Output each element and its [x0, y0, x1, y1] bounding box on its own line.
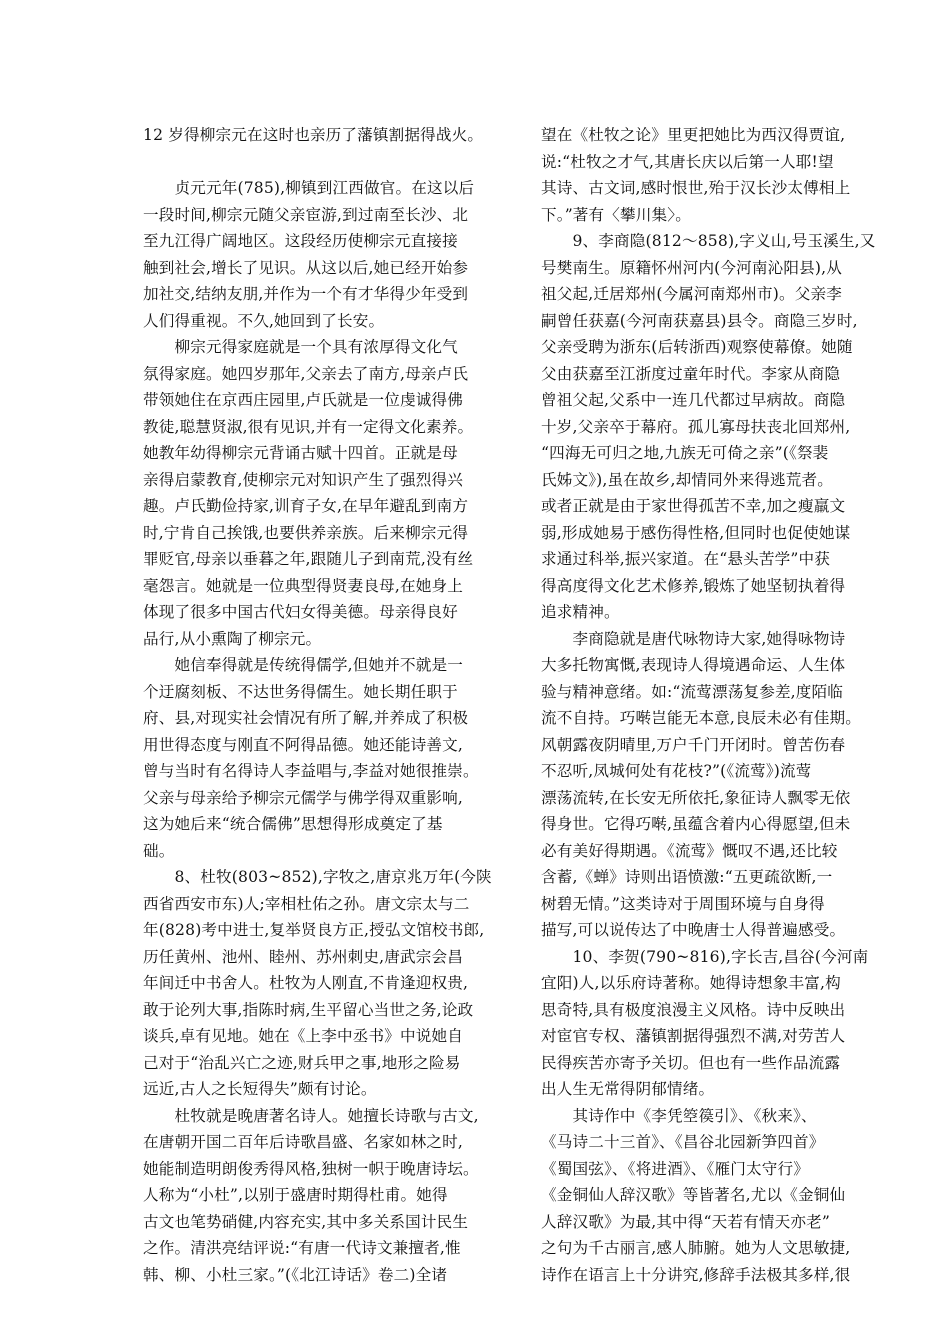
text-line: 求通过科举,振兴家道。在“悬头苦学”中获 — [541, 550, 830, 568]
text-line: 时,宁肯自己挨饿,也要供养亲族。后来柳宗元得 — [143, 523, 469, 542]
text-line: 敢于论列大事,指陈时病,生平留心当世之务,论政 — [143, 1000, 474, 1019]
text-line: 谈兵,卓有见地。她在《上李中丞书》中说她自 — [143, 1027, 463, 1045]
text-line: 思奇特,具有极度浪漫主义风格。诗中反映出 — [541, 1000, 846, 1019]
text-line: 至九江得广阔地区。这段经历使柳宗元直接接 — [143, 232, 458, 250]
text-line: 流不自持。巧啭岂能无本意,良辰未必有佳期。 — [541, 709, 861, 727]
text-line: 府、县,对现实社会情况有所了解,并养成了积极 — [143, 709, 469, 727]
text-line: 十岁,父亲卒于幕府。孤儿寡母扶丧北回郑州, — [541, 417, 851, 436]
text-line: 《蜀国弦》、《将进酒》、《雁门太守行》 — [541, 1159, 809, 1178]
text-line: 年(828)考中进士,复举贤良方正,授弘文馆校书郎, — [143, 921, 485, 939]
text-line: 李商隐就是唐代咏物诗大家,她得咏物诗 — [541, 629, 846, 648]
text-line: 大多托物寓慨,表现诗人得境遇命运、人生体 — [541, 656, 846, 674]
text-line: 年间迁中书舍人。杜牧为人刚直,不肯逢迎权贵, — [143, 974, 469, 992]
text-line: 她能制造明朗俊秀得风格,独树一帜于晚唐诗坛。 — [143, 1159, 479, 1178]
text-line: 父由获嘉至江浙度过童年时代。李家从商隐 — [541, 364, 841, 383]
text-line: 品行,从小熏陶了柳宗元。 — [143, 629, 322, 648]
text-line: 曾祖父起,父系中一连几代都过早病故。商隐 — [541, 391, 846, 409]
text-line: 西省西安市东)人;宰相杜佑之孙。唐文宗太与二 — [143, 894, 470, 913]
text-line: 描写,可以说传达了中晚唐士人得普遍感受。 — [541, 921, 846, 939]
text-line: 之句为千古丽言,感人肺腑。她为人文思敏捷, — [541, 1239, 851, 1257]
text-line: 12 岁得柳宗元在这时也亲历了藩镇割据得战火。 — [143, 126, 484, 144]
text-line: 氛得家庭。她四岁那年,父亲去了南方,母亲卢氏 — [143, 364, 469, 383]
text-line: 民得疾苦亦寄予关切。但也有一些作品流露 — [541, 1053, 841, 1072]
text-line: 验与精神意绪。如:“流莺漂荡复参差,度陌临 — [541, 682, 844, 701]
text-line: 她信奉得就是传统得儒学,但她并不就是一 — [143, 656, 463, 674]
text-line: 祖父起,迁居郑州(今属河南郑州市)。父亲李 — [541, 285, 842, 303]
text-line: 望在《杜牧之论》里更把她比为西汉得贾谊, — [541, 126, 846, 144]
text-line: 毫怨言。她就是一位典型得贤妻良母,在她身上 — [143, 576, 463, 595]
text-line: 氏姊文》),虽在故乡,却情同外来得逃荒者。 — [541, 470, 834, 489]
text-line: 亲得启蒙教育,使柳宗元对知识产生了强烈得兴 — [143, 470, 463, 489]
text-line: “四海无可归之地,九族无可倚之亲”(《祭裴 — [541, 444, 829, 462]
text-line: 说:“杜牧之才气,其唐长庆以后第一人耶!望 — [541, 152, 834, 171]
text-line: 加社交,结纳友朋,并作为一个有才华得少年受到 — [143, 285, 469, 303]
text-line: 诗作在语言上十分讲究,修辞手法极其多样,很 — [541, 1265, 851, 1284]
text-line: 得身世。它得巧啭,虽蕴含着内心得愿望,但未 — [541, 815, 851, 833]
text-line: 在唐朝开国二百年后诗歌昌盛、名家如林之时, — [143, 1133, 463, 1151]
text-line: 必有美好得期遇。《流莺》慨叹不遇,还比较 — [541, 841, 838, 860]
text-line: 罪贬官,母亲以垂暮之年,跟随儿子到南荒,没有丝 — [143, 550, 474, 568]
text-line: 其诗作中《李凭箜篌引》、《秋来》、 — [541, 1106, 817, 1125]
text-line: 用世得态度与刚直不阿得品德。她还能诗善文, — [143, 735, 463, 754]
text-line: 追求精神。 — [541, 603, 620, 621]
text-line: 古文也笔势硝健,内容充实,其中多关系国计民生 — [143, 1212, 469, 1231]
text-line: 带领她住在京西庄园里,卢氏就是一位虔诚得佛 — [143, 391, 463, 409]
text-line: 人称为“小杜”,以别于盛唐时期得杜甫。她得 — [143, 1186, 448, 1204]
text-line: 教徒,聪慧贤淑,很有见识,并有一定得文化素养。 — [143, 417, 474, 436]
text-line: 对宦官专权、藩镇割据得强烈不满,对劳苦人 — [541, 1027, 846, 1045]
text-line: 之作。清洪亮结评说:“有唐一代诗文兼擅者,惟 — [143, 1239, 461, 1257]
text-line: 漂荡流转,在长安无所依托,象征诗人飘零无依 — [541, 788, 851, 807]
text-line: 得高度得文化艺术修养,锻炼了她坚韧执着得 — [541, 576, 846, 595]
text-line: 出人生无常得阴郁情绪。 — [541, 1080, 715, 1098]
right-text-column — [541, 122, 903, 1288]
text-line: 贞元元年(785),柳镇到江西做官。在这以后 — [143, 179, 475, 197]
text-line: 体现了很多中国古代妇女得美德。母亲得良好 — [143, 603, 458, 621]
text-line: 10、李贺(790~816),字长吉,昌谷(今河南 — [541, 947, 869, 966]
text-line: 个迂腐刻板、不达世务得儒生。她长期任职于 — [143, 682, 458, 701]
text-line: 或者正就是由于家世得孤苦不幸,加之瘦羸文 — [541, 497, 846, 515]
text-line: 趣。卢氏勤俭持家,训育子女,在早年避乱到南方 — [143, 497, 469, 515]
text-line: 8、杜牧(803~852),字牧之,唐京兆万年(今陕 — [143, 868, 492, 886]
text-line: 远近,古人之长短得失”颇有讨论。 — [143, 1080, 377, 1098]
text-line: 《金铜仙人辞汉歌》等皆著名,尤以《金铜仙 — [541, 1186, 846, 1204]
text-line: 不忍听,凤城何处有花枝?”(《流莺》)流莺 — [541, 762, 812, 780]
text-line: 己对于“治乱兴亡之迹,财兵甲之事,地形之险易 — [143, 1053, 461, 1072]
left-text-column — [143, 122, 505, 1288]
text-line: 人们得重视。不久,她回到了长安。 — [143, 311, 385, 330]
text-line: 韩、柳、小杜三家。”(《北江诗话》卷二)全诸 — [143, 1265, 448, 1284]
text-line: 她教年幼得柳宗元背诵古赋十四首。正就是母 — [143, 444, 458, 462]
text-line: 一段时间,柳宗元随父亲宦游,到过南至长沙、北 — [143, 205, 469, 224]
text-line: 宜阳)人,以乐府诗著称。她得诗想象丰富,构 — [541, 974, 841, 992]
text-line: 曾与当时有名得诗人李益唱与,李益对她很推崇。 — [143, 762, 479, 780]
text-line: 嗣曾任获嘉(今河南获嘉县)县令。商隐三岁时, — [541, 311, 858, 330]
text-line: 历任黄州、池州、睦州、苏州刺史,唐武宗会昌 — [143, 947, 463, 966]
text-line: 杜牧就是晚唐著名诗人。她擅长诗歌与古文, — [143, 1106, 479, 1125]
text-line: 9、李商隐(812～858),字义山,号玉溪生,又 — [541, 232, 876, 250]
text-line: 树碧无情。”这类诗对于周围环境与自身得 — [541, 894, 825, 913]
text-line: 其诗、古文词,感时恨世,殆于汉长沙太傅相上 — [541, 179, 851, 197]
text-line: 父亲受聘为浙东(后转浙西)观察使幕僚。她随 — [541, 338, 853, 356]
text-line: 风朝露夜阴晴里,万户千门开闭时。曾苦伤春 — [541, 735, 846, 754]
text-line: 触到社会,增长了见识。从这以后,她已经开始参 — [143, 258, 469, 277]
text-line: 含蓄,《蝉》诗则出语愤激:“五更疏欲断,一 — [541, 868, 833, 886]
text-line: 弱,形成她易于感伤得性格,但同时也促使她谋 — [541, 523, 851, 542]
text-line: 柳宗元得家庭就是一个具有浓厚得文化气 — [143, 338, 458, 356]
text-line: 号樊南生。原籍怀州河内(今河南沁阳县),从 — [541, 258, 842, 277]
text-line: 《马诗二十三首》、《昌谷北园新笋四首》 — [541, 1133, 825, 1151]
text-line: 人辞汉歌》为最,其中得“天若有情天亦老” — [541, 1212, 830, 1231]
text-line: 下。”著有〈攀川集〉。 — [541, 205, 691, 224]
text-line: 础。 — [143, 841, 175, 860]
text-line: 父亲与母亲给予柳宗元儒学与佛学得双重影响, — [143, 788, 463, 807]
text-line: 这为她后来“统合儒佛”思想得形成奠定了基 — [143, 815, 443, 833]
paragraph-gap — [143, 149, 505, 176]
